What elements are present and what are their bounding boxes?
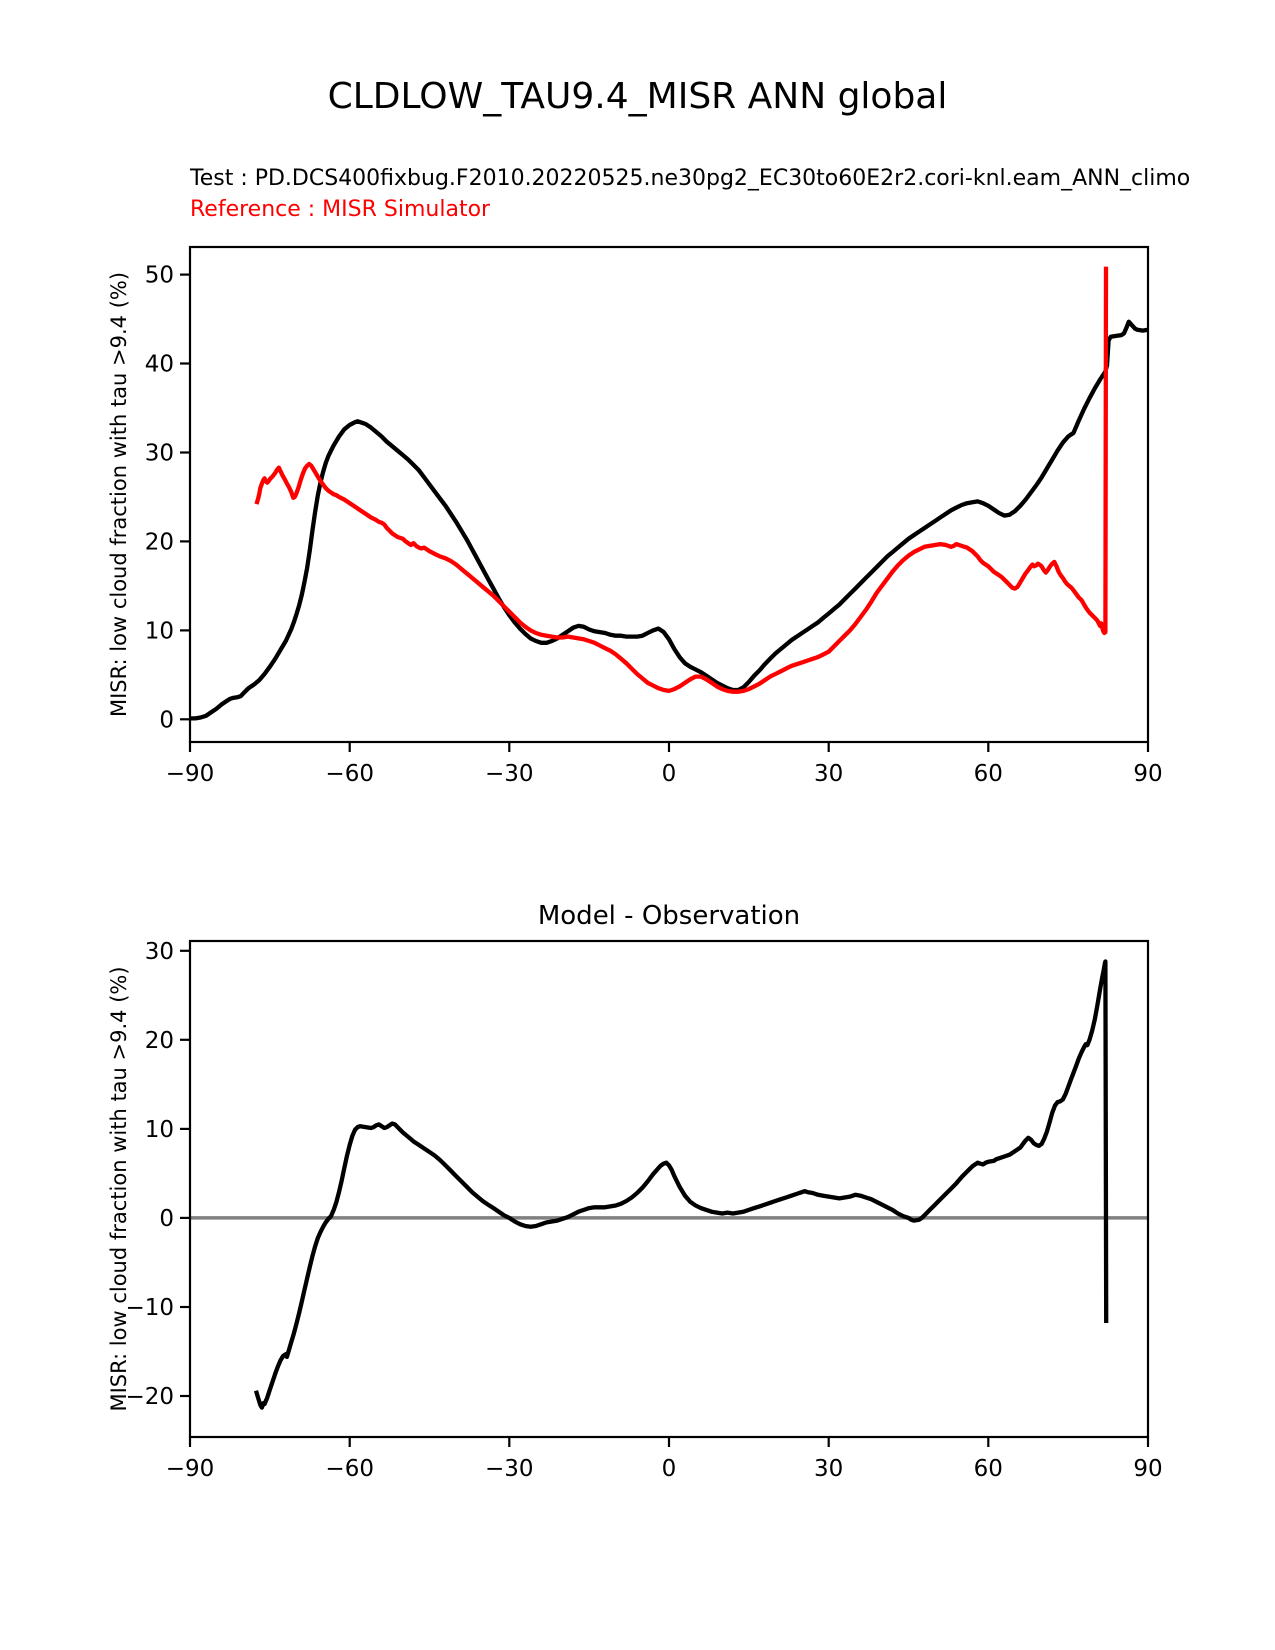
plot-border [190, 941, 1148, 1437]
series-line-reference-misr-simulator [257, 267, 1107, 692]
series-line-test-model [190, 322, 1148, 719]
x-tick-label: −60 [325, 761, 374, 787]
x-tick-label: −90 [165, 761, 215, 787]
x-tick-label: 0 [661, 1456, 677, 1482]
y-tick-label: 30 [144, 440, 174, 467]
x-tick-label: 30 [814, 761, 844, 787]
x-tick-label: 60 [973, 1456, 1003, 1482]
y-tick-label: 10 [144, 1116, 174, 1143]
x-tick-label: −90 [165, 1456, 215, 1482]
x-tick-label: 0 [661, 761, 677, 787]
test-run-label: Test : PD.DCS400fixbug.F2010.20220525.ne30pg2_EC30to60E2r2.cori-knl.eam_ANN_climo [190, 166, 1191, 191]
y-tick-label: 20 [144, 1027, 174, 1054]
y-tick-label: 0 [159, 1205, 174, 1232]
y-tick-label: −20 [125, 1384, 174, 1410]
y-tick-label: 50 [144, 262, 174, 289]
x-tick-label: 30 [814, 1456, 844, 1482]
x-tick-label: 90 [1133, 1456, 1163, 1482]
y-axis-label: MISR: low cloud fraction with tau >9.4 (%) [107, 966, 131, 1412]
y-tick-label: 30 [144, 938, 174, 965]
difference-chart-title: Model - Observation [537, 901, 801, 931]
x-tick-label: −30 [485, 1456, 534, 1482]
x-tick-label: −30 [485, 761, 534, 787]
figure-title: CLDLOW_TAU9.4_MISR ANN global [327, 76, 948, 117]
x-tick-label: −60 [325, 1456, 374, 1482]
y-tick-label: 0 [159, 707, 174, 734]
series-line-model-minus-observation [256, 962, 1106, 1408]
top-chart [107, 247, 1163, 787]
y-tick-label: −10 [125, 1295, 174, 1321]
y-tick-label: 10 [144, 618, 174, 645]
difference-chart [107, 939, 1163, 1482]
y-tick-label: 40 [144, 351, 174, 378]
reference-label: Reference : MISR Simulator [190, 197, 491, 222]
y-tick-label: 20 [144, 529, 174, 556]
y-axis-label: MISR: low cloud fraction with tau >9.4 (%) [107, 271, 131, 718]
x-tick-label: 60 [973, 761, 1003, 787]
x-tick-label: 90 [1133, 761, 1163, 787]
